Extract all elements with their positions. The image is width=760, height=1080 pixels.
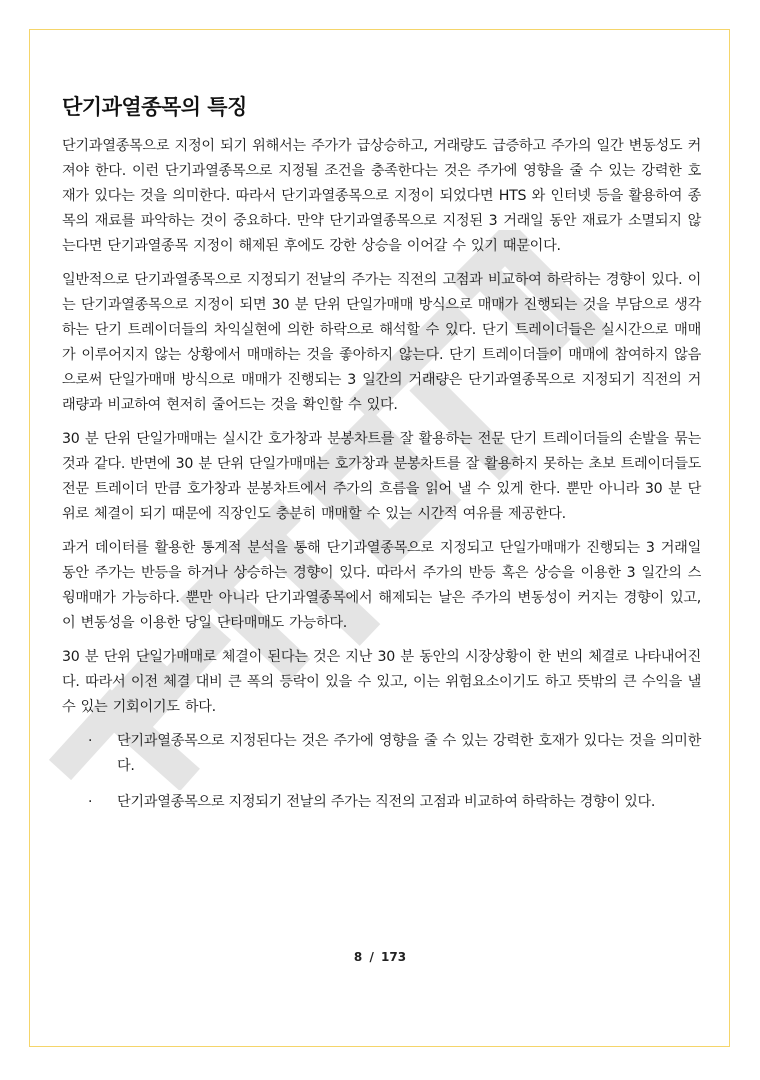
summary-bullet-list bbox=[62, 729, 701, 815]
bullet-item bbox=[88, 790, 701, 815]
paragraph: 과거 데이터를 활용한 통계적 분석을 통해 단기과열종목으로 지정되고 단일가매매가 진행되는 3 거래일 동안 주가는 반등을 하거나 상승하는 경향이 있다. 따라서 주가의 반등 혹은 상승을 이용한 3 일간의 스윙매매가 가능하다. 뿐만 아니라 단기과열종목에서 해제되는 날은 주가의 변동성이 커지는 경향이 있고, 이 변동성을 이용한 당일 단타매매도 가능하다. bbox=[62, 540, 701, 631]
bullet-text: 단기과열종목으로 지정되기 전날의 주가는 직전의 고점과 비교하여 하락하는 경향이 있다. bbox=[117, 794, 656, 810]
section-title: 단기과열종목의 특징 bbox=[62, 95, 247, 119]
bullet-text: 단기과열종목으로 지정된다는 것은 주가에 영향을 줄 수 있는 강력한 호재가 있다는 것을 의미한다. bbox=[117, 733, 701, 774]
document-body bbox=[62, 92, 701, 826]
page-number: 8 / 173 bbox=[353, 950, 407, 964]
paragraph: 일반적으로 단기과열종목으로 지정되기 전날의 주가는 직전의 고점과 비교하여 하락하는 경향이 있다. 이는 단기과열종목으로 지정이 되면 30 분 단위 단일가매매 방식으로 매매가 진행되는 것을 부담으로 생각하는 단기 트레이더들의 차익실현에 의한 하락으로 해석할 수 있다. 단기 트레이더들은 실시간으로 매매가 이루어지지 않는 상황에서 매매하는 것을 좋아하지 않는다. 단기 트레이더들이 매매에 참여하지 않음으로써 단일가매매 방식으로 매매가 진행되는 3 일간의 거래량은 단기과열종목으로 지정되기 직전의 거래량과 비교하여 현저히 줄어드는 것을 확인할 수 있다. bbox=[62, 272, 701, 413]
bullet-item bbox=[88, 729, 701, 779]
bullet-dot-icon: · bbox=[88, 794, 93, 810]
paragraph: 30 분 단위 단일가매매로 체결이 된다는 것은 지난 30 분 동안의 시장상황이 한 번의 체결로 나타내어진다. 따라서 이전 체결 대비 큰 폭의 등락이 있을 수 있고, 이는 위험요소이기도 하고 뜻밖의 큰 수익을 낼 수 있는 기회이기도 하다. bbox=[62, 649, 701, 715]
paragraph: 30 분 단위 단일가매매는 실시간 호가창과 분봉차트를 잘 활용하는 전문 단기 트레이더들의 손발을 묶는 것과 같다. 반면에 30 분 단위 단일가매매는 호가창과 분봉차트를 잘 활용하지 못하는 초보 트레이더들도 전문 트레이더 만큼 호가창과 분봉차트에서 주가의 흐름을 읽어 낼 수 있게 한다. 뿐만 아니라 30 분 단위로 체결이 되기 때문에 직장인도 충분히 매매할 수 있는 시간적 여유를 제공한다. bbox=[62, 431, 702, 522]
paragraph: 단기과열종목으로 지정이 되기 위해서는 주가가 급상승하고, 거래량도 급증하고 주가의 일간 변동성도 커져야 한다. 이런 단기과열종목으로 지정될 조건을 충족한다는 것은 주가에 영향을 줄 수 있는 강력한 호재가 있다는 것을 의미한다. 따라서 단기과열종목으로 지정이 되었다면 HTS 와 인터넷 등을 활용하여 종목의 재료를 파악하는 것이 중요하다. 만약 단기과열종목으로 지정된 3 거래일 동안 재료가 소멸되지 않는다면 단기과열종목 지정이 해제된 후에도 강한 상승을 이어갈 수 있기 때문이다. bbox=[62, 138, 701, 254]
bullet-dot-icon: · bbox=[88, 733, 93, 749]
